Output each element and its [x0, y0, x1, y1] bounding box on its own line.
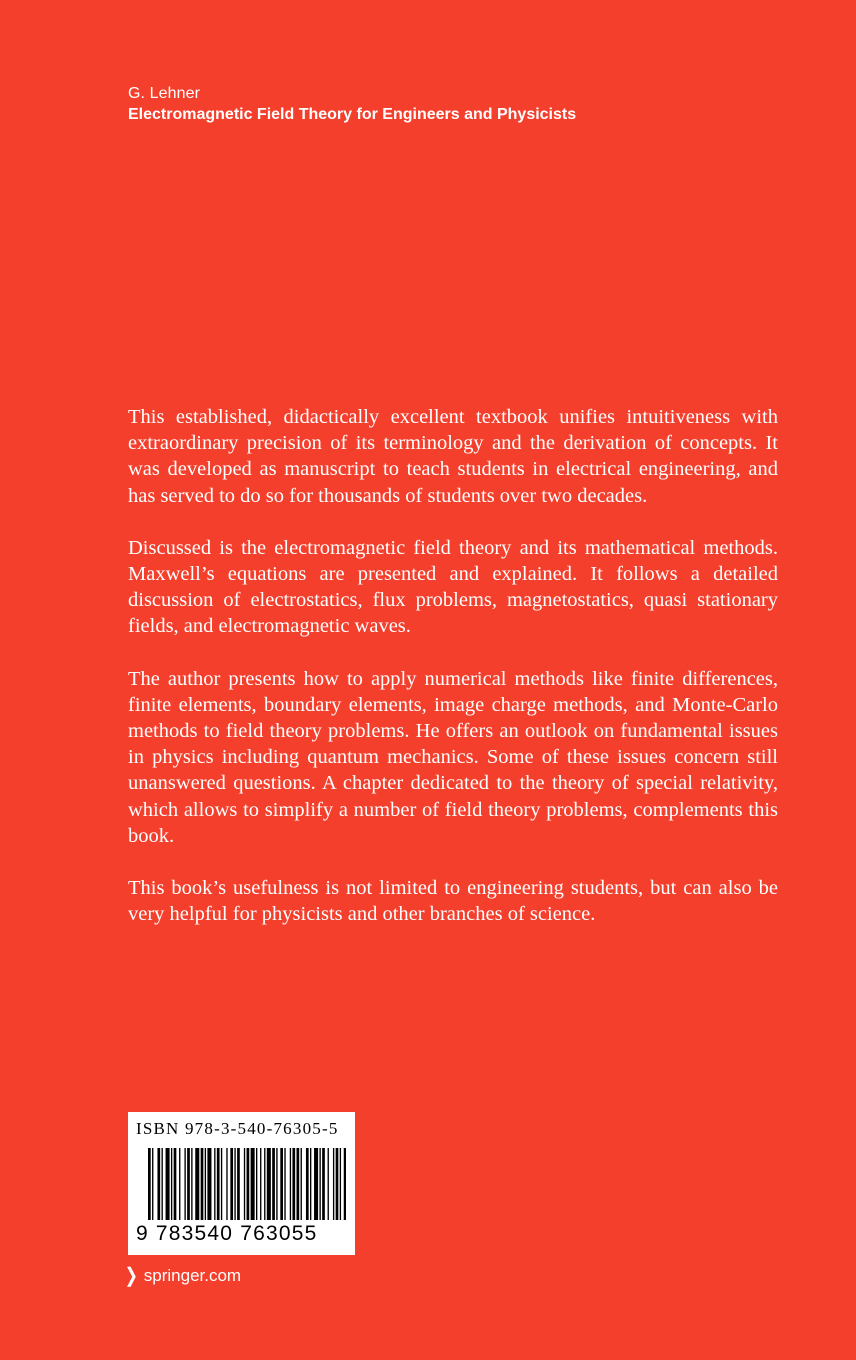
isbn-label: ISBN 978-3-540-76305-5 [136, 1119, 339, 1138]
back-cover-blurb [128, 404, 778, 953]
blurb-paragraph: The author presents how to apply numerical methods like finite differences, finite elements, boundary elements, image charge methods, and Monte-Carlo methods to field theory problems. He offers an outlook on fundamental issues in physics including quantum mechanics. Some of these issues concern still unanswered questions. A chapter dedicated to the theory of special relativity, which allows to simplify a number of field theory problems, complements this book. [128, 667, 778, 847]
publisher-url: springer.com [143, 1266, 242, 1285]
chevron-right-icon: ❯ [124, 1265, 139, 1287]
blurb-paragraph: This book’s usefulness is not limited to engineering students, but can also be very helpful for physicists and other branches of science. [128, 877, 778, 926]
author-name: G. Lehner [128, 85, 201, 102]
publisher-link[interactable] [123, 1266, 241, 1286]
book-title: Electromagnetic Field Theory for Engineers and Physicists [128, 106, 577, 123]
blurb-paragraph: Discussed is the electromagnetic field theory and its mathematical methods. Maxwell’s equations are presented and explained. It follows a detailed discussion of electrostatics, flux problems, magnetostatics, quasi stationary fields, and electromagnetic waves. [128, 536, 778, 638]
isbn-barcode-box [128, 1112, 355, 1255]
blurb-paragraph: This established, didactically excellent textbook unifies intuitiveness with extraordinary precision of its terminology and the derivation of concepts. It was developed as manuscript to teach students in electrical engineering, and has served to do so for thousands of students over two decades. [128, 406, 778, 507]
barcode-digits: 9 783540 763055 [136, 1220, 350, 1248]
